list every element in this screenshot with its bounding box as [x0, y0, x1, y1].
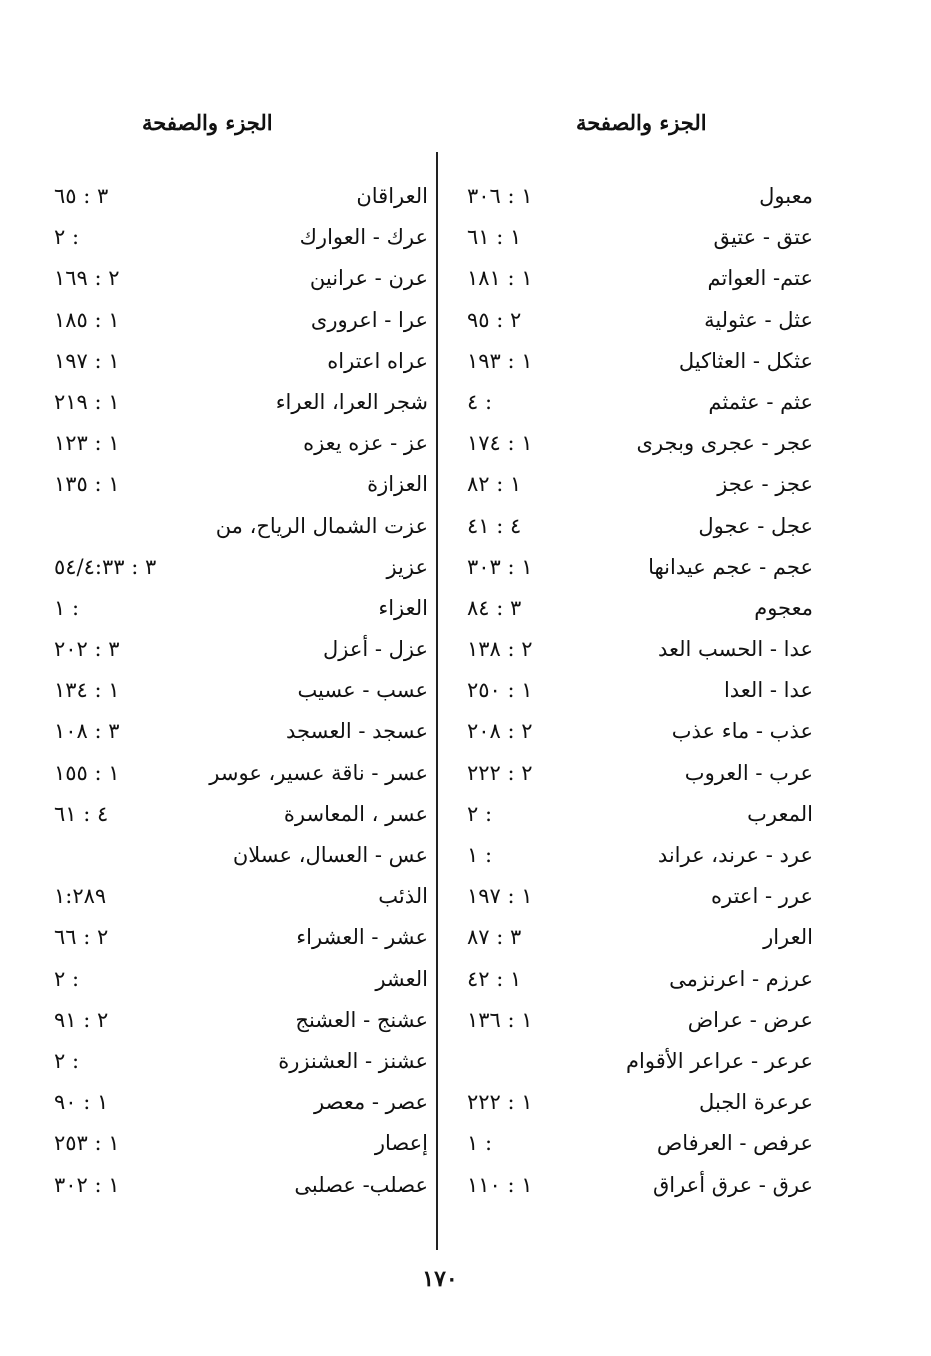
- entry-reference: ١ : ٦١: [467, 225, 522, 250]
- index-entry: [40, 753, 436, 794]
- index-entry: [40, 300, 436, 341]
- entry-term: عرض - عراض: [687, 1007, 813, 1032]
- index-entry: [455, 629, 825, 670]
- entry-reference: ٢ :: [54, 1048, 80, 1073]
- entry-reference: ٢ : ٩١: [54, 1007, 109, 1032]
- entry-term: إعصار: [374, 1131, 428, 1156]
- entry-term: عرك - العوارك: [299, 225, 428, 250]
- index-entry: [455, 547, 825, 588]
- entry-reference: ٢ : ٢٢٢: [467, 760, 533, 785]
- entry-reference: ١ : ١٣٦: [467, 1007, 533, 1032]
- index-entry: [40, 176, 436, 217]
- entry-term: عس - العسال، عسلان: [232, 843, 428, 867]
- entry-term: عرن - عرانين: [309, 266, 428, 291]
- entry-term: عرق - عرق أعراق: [652, 1172, 813, 1197]
- index-entry: [40, 382, 436, 423]
- index-entry: [455, 588, 825, 629]
- entry-reference: ١ : ٤٢: [467, 966, 522, 991]
- entry-reference: ٢ : ٦٦: [54, 925, 109, 950]
- entry-reference: ١ : ١٨٥: [54, 307, 120, 332]
- entry-term: عسر ، المعاسرة: [283, 801, 428, 826]
- entry-reference: ٤ : ٦١: [54, 801, 109, 826]
- entry-reference: ١ : ١٨١: [467, 266, 533, 291]
- left-index-column: [40, 176, 436, 1226]
- entry-term: عجز - عجز: [717, 472, 813, 497]
- entry-reference: ١ : ٨٢: [467, 472, 522, 497]
- column-divider: [436, 152, 438, 1250]
- index-entry: [40, 794, 436, 835]
- entry-term: معجوم: [754, 595, 813, 620]
- index-entry: [455, 1123, 825, 1164]
- right-index-column: [455, 176, 825, 1226]
- entry-term: عجل - عجول: [698, 513, 813, 538]
- entry-term: العرار: [763, 925, 813, 950]
- entry-term: عدا - الحسب العد: [657, 637, 813, 662]
- index-entry: [40, 258, 436, 299]
- entry-term: عصلب- عصلبى: [294, 1172, 428, 1197]
- entry-term: عشر - العشراء: [296, 925, 428, 950]
- index-entry: [455, 835, 825, 876]
- entry-term: العزاء: [378, 595, 428, 620]
- index-entry: [40, 711, 436, 752]
- index-entry: [40, 959, 436, 1000]
- column-header-left: الجزء والصفحة: [142, 110, 273, 135]
- entry-term: عرفص - العرفاص: [656, 1131, 813, 1156]
- entry-term: عزل - أعزل: [322, 637, 428, 662]
- entry-reference: ١ : ١٩٣: [467, 348, 533, 373]
- index-entry: [40, 588, 436, 629]
- entry-term: عرب - العروب: [684, 760, 813, 785]
- entry-reference: ٤ : ٤١: [467, 513, 522, 538]
- entry-reference: ١ :: [54, 595, 80, 620]
- entry-term: عثل - عثولية: [704, 307, 813, 332]
- entry-reference: ١ : ١٣٥: [54, 472, 120, 497]
- index-entry: [40, 423, 436, 464]
- entry-term: عرزم - اعرنزمى: [669, 966, 813, 991]
- index-entry: [40, 506, 436, 547]
- entry-reference: ٣ : ١٠٨: [54, 719, 120, 744]
- entry-term: عسجد - العسجد: [286, 719, 428, 744]
- entry-reference: ٢ :: [54, 966, 80, 991]
- entry-term: عزت الشمال الرياح، من: [215, 513, 428, 538]
- entry-term: العشر: [375, 966, 428, 991]
- entry-term: معبول: [759, 184, 813, 208]
- index-entry: [455, 1165, 825, 1206]
- entry-term: عز - عزه يعزه: [303, 431, 428, 456]
- entry-term: عثم - عثمثم: [708, 389, 813, 414]
- entry-reference: ١ : ١٩٧: [54, 348, 120, 373]
- entry-term: عرر - اعتره: [711, 884, 813, 909]
- entry-reference: ١ : ١٥٥: [54, 760, 120, 785]
- entry-term: عسر - ناقة عسير، عوسر: [209, 760, 428, 785]
- entry-reference: ١ : ١٧٤: [467, 431, 533, 456]
- entry-term: العزازة: [367, 472, 428, 497]
- index-entry: [455, 917, 825, 958]
- entry-term: عتق - عتيق: [713, 225, 813, 250]
- index-entry: [40, 1082, 436, 1123]
- entry-reference: ١:٢٨٩: [54, 884, 107, 909]
- entry-reference: ١ : ٣٠٦: [467, 184, 533, 208]
- index-entry: [455, 959, 825, 1000]
- entry-reference: ٢ :: [467, 801, 493, 826]
- entry-reference: ٣ : ٨٧: [467, 925, 522, 950]
- entry-term: عشنز - العشنزرة: [278, 1048, 428, 1073]
- index-entry: [40, 876, 436, 917]
- entry-reference: ٣ : ٦٥: [54, 184, 109, 208]
- index-entry: [40, 917, 436, 958]
- entry-reference: ١ : ١١٠: [467, 1172, 533, 1197]
- index-entry: [455, 258, 825, 299]
- entry-reference: ١ : ١٢٣: [54, 431, 120, 456]
- index-entry: [455, 876, 825, 917]
- entry-term: عرعرة الجبل: [699, 1090, 813, 1115]
- entry-reference: ١ : ٩٠: [54, 1090, 109, 1115]
- index-entry: [455, 176, 825, 217]
- entry-term: عثكل - العثاكيل: [678, 348, 813, 373]
- index-entry: [40, 217, 436, 258]
- entry-term: عتم- العواتم: [707, 266, 813, 291]
- index-entry: [455, 1041, 825, 1082]
- index-entry: [40, 1041, 436, 1082]
- entry-reference: ١ :: [467, 843, 493, 867]
- entry-term: عصر - معصر: [314, 1090, 428, 1115]
- entry-reference: ١ : ١٣٤: [54, 678, 120, 703]
- index-entry: [455, 1000, 825, 1041]
- entry-reference: ١ : ٢٥٠: [467, 678, 533, 703]
- entry-term: المعرب: [747, 801, 813, 826]
- page-number: ١٧٠: [422, 1266, 458, 1292]
- index-entry: [455, 300, 825, 341]
- index-entry: [455, 1082, 825, 1123]
- entry-reference: ٢ :: [54, 225, 80, 250]
- index-entry: [40, 341, 436, 382]
- entry-reference: ٣ : ٨٤: [467, 595, 522, 620]
- entry-term: عدا - العدا: [723, 678, 813, 703]
- entry-reference: ١ : ٣٠٣: [467, 554, 533, 579]
- entry-reference: ١ : ٣٠٢: [54, 1172, 120, 1197]
- index-entry: [455, 506, 825, 547]
- entry-term: عسب - عسيب: [297, 678, 428, 703]
- entry-reference: ١ : ٢٢٢: [467, 1090, 533, 1115]
- entry-term: عشنج - العشنج: [295, 1007, 428, 1032]
- entry-term: عرعر - عراعر الأقوام: [626, 1048, 813, 1073]
- index-entry: [455, 382, 825, 423]
- entry-term: عجر - عجرى وبجرى: [636, 431, 813, 456]
- entry-term: عجم - عجم عيدانها: [648, 554, 813, 579]
- index-entry: [455, 711, 825, 752]
- entry-term: عراه اعتراه: [327, 348, 428, 373]
- index-entry: [40, 1000, 436, 1041]
- entry-reference: ١ : ١٩٧: [467, 884, 533, 909]
- entry-reference: ٢ : ١٦٩: [54, 266, 120, 291]
- index-entry: [40, 464, 436, 505]
- entry-reference: ٣ : ٥٤/٤:٣٣: [54, 554, 157, 579]
- index-entry: [455, 464, 825, 505]
- column-header-right: الجزء والصفحة: [576, 110, 707, 135]
- entry-term: عذب - ماء عذب: [671, 719, 813, 744]
- entry-term: شجر العرا، العراء: [275, 389, 428, 414]
- index-entry: [40, 670, 436, 711]
- entry-term: الذئب: [378, 884, 428, 909]
- entry-reference: ٤ :: [467, 389, 493, 414]
- index-entry: [455, 217, 825, 258]
- index-entry: [455, 341, 825, 382]
- entry-reference: ٢ : ٢٠٨: [467, 719, 533, 744]
- index-entry: [40, 1123, 436, 1164]
- index-entry: [40, 835, 436, 876]
- entry-term: عرا - اعرورى: [310, 307, 428, 332]
- entry-reference: ٢ : ٩٥: [467, 307, 522, 332]
- entry-term: عزيز: [386, 554, 428, 579]
- entry-term: عرد - عرند، عراند: [657, 843, 813, 867]
- entry-reference: ١ : ٢١٩: [54, 389, 120, 414]
- index-entry: [455, 794, 825, 835]
- entry-reference: ١ : ٢٥٣: [54, 1131, 120, 1156]
- index-entry: [40, 1165, 436, 1206]
- entry-reference: ١ :: [467, 1131, 493, 1156]
- entry-term: العراقان: [356, 184, 428, 208]
- index-entry: [455, 670, 825, 711]
- index-entry: [40, 547, 436, 588]
- entry-reference: ٣ : ٢٠٢: [54, 637, 120, 662]
- entry-reference: ٢ : ١٣٨: [467, 637, 533, 662]
- index-entry: [455, 423, 825, 464]
- index-entry: [455, 753, 825, 794]
- index-entry: [40, 629, 436, 670]
